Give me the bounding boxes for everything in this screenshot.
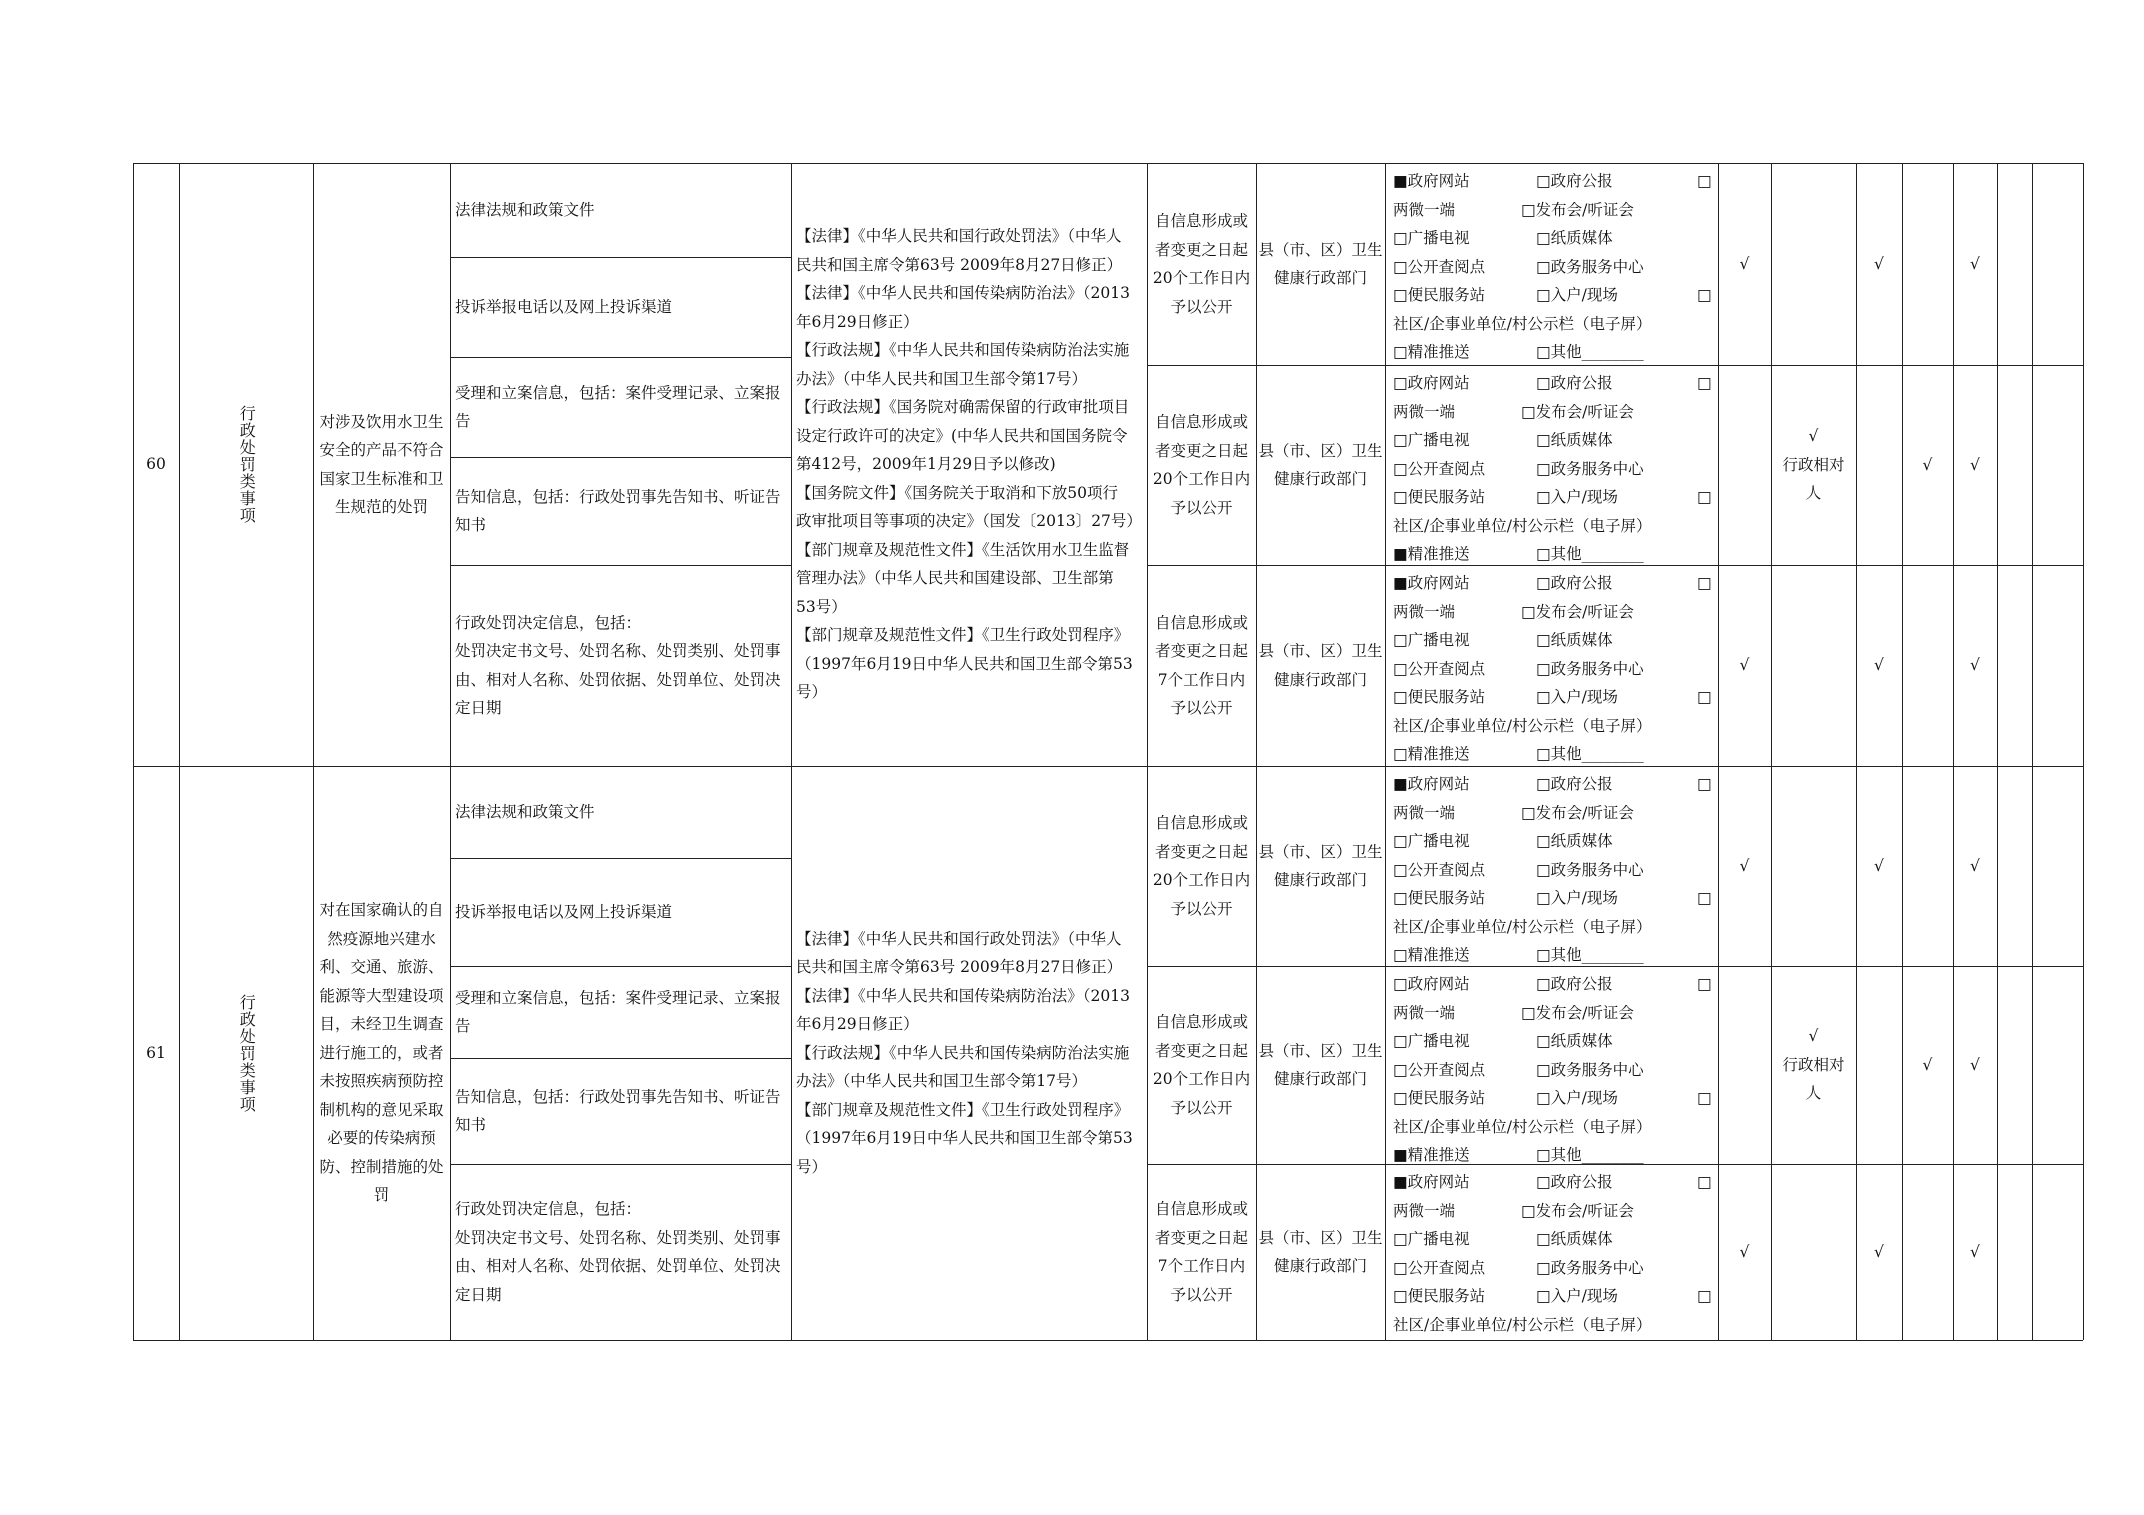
- channel-radio: □广播电视: [1393, 229, 1470, 247]
- check-mark-apply: √: [1922, 455, 1933, 474]
- channel-other: □其他________: [1536, 745, 1644, 763]
- table-rule: [133, 163, 134, 1340]
- channel-hearing: □发布会/听证会: [1521, 602, 1634, 621]
- channel-station: □便民服务站: [1393, 889, 1486, 907]
- subitem-cell: 行政处罚决定信息，包括： 处罚决定书文号、处罚名称、处罚类别、处罚事 由、相对人名称、处罚依据、处罚单位、处罚决 定日期: [455, 1200, 781, 1304]
- channel-board: 社区/企事业单位/村公示栏（电子屏）: [1393, 1117, 1652, 1136]
- channel-board: 社区/企事业单位/村公示栏（电子屏）: [1393, 1315, 1652, 1334]
- subitem-cell: 行政处罚决定信息，包括： 处罚决定书文号、处罚名称、处罚类别、处罚事 由、相对人名称、处罚依据、处罚单位、处罚决 定日期: [455, 613, 781, 717]
- check-mark-apply: √: [1922, 1055, 1933, 1074]
- channel-gazette: □政府公报: [1536, 1173, 1613, 1191]
- check-mark-public: √: [1739, 1242, 1750, 1261]
- channel-hearing: □发布会/听证会: [1521, 1201, 1634, 1220]
- channel-gazette: □政府公报: [1536, 172, 1613, 190]
- channel-box1: □: [1697, 1173, 1712, 1191]
- disclosure-time: 自信息形成或 者变更之日起 7个工作日内 予以公开: [1154, 613, 1248, 717]
- channel-weibo: 两微一端: [1393, 402, 1456, 421]
- legal-basis: 【法律】《中华人民共和国行政处罚法》（中华人 民共和国主席令第63号 2009年8月27日修正） 【法律】《中华人民共和国传染病防治法》（2013 年6月29日修正） 【行政法规】《中华人民共和国传染病防治法实施 办法》（中华人民共和国卫生部令第17号） 【部门规章及规范性文件】《卫生行政处罚程序》 （1997年6月19日中华人民共和国卫生部令第53 号）: [796, 929, 1133, 1176]
- channel-other: □其他________: [1536, 946, 1644, 964]
- table-rule: [2083, 163, 2084, 1340]
- channel-push: ■精准推送: [1393, 1146, 1470, 1164]
- channel-center: □政务服务中心: [1536, 1060, 1644, 1079]
- channel-other: □其他________: [1536, 1146, 1644, 1164]
- channel-push: ■精准推送: [1393, 545, 1470, 563]
- channel-onsite: □入户/现场: [1536, 1089, 1618, 1107]
- check-mark-apply: [1904, 1165, 1951, 1339]
- channel-station: □便民服务站: [1393, 1089, 1486, 1107]
- channel-station: □便民服务站: [1393, 488, 1486, 506]
- channel-paper: □纸质媒体: [1536, 1230, 1613, 1248]
- channel-radio: □广播电视: [1393, 832, 1470, 850]
- channel-box2: □: [1697, 488, 1712, 506]
- channel-box1: □: [1697, 172, 1712, 190]
- channel-station: □便民服务站: [1393, 286, 1486, 304]
- channel-board: 社区/企事业单位/村公示栏（电子屏）: [1393, 516, 1652, 535]
- disclosure-time: 自信息形成或 者变更之日起 20个工作日内 予以公开: [1152, 212, 1251, 316]
- legal-basis: 【法律】《中华人民共和国行政处罚法》（中华人 民共和国主席令第63号 2009年8月27日修正） 【法律】《中华人民共和国传染病防治法》（2013 年6月29日修正） 【行政法规】《中华人民共和国传染病防治法实施 办法》（中华人民共和国卫生部令第17号） 【行政法规】《国务院对确需保留的行政审批项目 设定行政许可的决定》(中华人民共和国国务院令 第412号，2009年1月29日予以修改) 【国务院文件】《国务院关于取消和下放50项行 政审批项目等事项的决定》（国发〔2013〕27号） 【部门规章及规范性文件】《生活饮用水卫生监督 管理办法》（中华人民共和国建设部、卫生部第 53号） 【部门规章及规范性文件】《卫生行政处罚程序》 （1997年6月19日中华人民共和国卫生部令第53 号）: [796, 227, 1142, 702]
- channel-gazette: □政府公报: [1536, 574, 1613, 592]
- channel-gazette: □政府公报: [1536, 975, 1613, 993]
- subitem-cell: 法律法规和政策文件: [455, 200, 595, 219]
- channel-paper: □纸质媒体: [1536, 229, 1613, 247]
- category-label: [181, 164, 311, 765]
- category-text: 行政处罚类事项: [237, 405, 257, 524]
- check-mark-public: [1720, 967, 1769, 1163]
- channel-reading: □公开查阅点: [1393, 659, 1486, 678]
- channel-weibo: 两微一端: [1393, 803, 1456, 822]
- channel-station: □便民服务站: [1393, 688, 1486, 706]
- channel-hearing: □发布会/听证会: [1521, 1003, 1634, 1022]
- subitem-cell: 法律法规和政策文件: [455, 802, 595, 821]
- channel-weibo: 两微一端: [1393, 602, 1456, 621]
- channel-reading: □公开查阅点: [1393, 1258, 1486, 1277]
- disclosure-subject: 县（市、区）卫生 健康行政部门: [1258, 240, 1383, 287]
- channel-center: □政务服务中心: [1536, 860, 1644, 879]
- channel-center: □政务服务中心: [1536, 257, 1644, 276]
- channel-box1: □: [1697, 775, 1712, 793]
- category-label: [181, 767, 311, 1339]
- disclosure-subject: 县（市、区）卫生 健康行政部门: [1258, 1041, 1383, 1088]
- subitem-cell: 投诉举报电话以及网上投诉渠道: [455, 902, 673, 921]
- check-mark-active: [1858, 967, 1900, 1163]
- item-name: 对涉及饮用水卫生 安全的产品不符合 国家卫生标准和卫 生规范的处罚: [319, 412, 444, 516]
- channel-radio: □广播电视: [1393, 631, 1470, 649]
- check-mark-specific: [1773, 1165, 1854, 1339]
- channel-board: 社区/企事业单位/村公示栏（电子屏）: [1393, 716, 1652, 735]
- channel-radio: □广播电视: [1393, 431, 1470, 449]
- category-text: 行政处罚类事项: [237, 993, 257, 1113]
- check-mark-county: √: [1970, 455, 1980, 474]
- channel-box1: □: [1697, 975, 1712, 993]
- channel-box2: □: [1697, 889, 1712, 907]
- check-mark-active: √: [1874, 656, 1884, 675]
- channel-push: □精准推送: [1393, 745, 1470, 763]
- channel-weibo: 两微一端: [1393, 1003, 1456, 1022]
- channel-onsite: □入户/现场: [1536, 889, 1618, 907]
- channel-radio: □广播电视: [1393, 1032, 1470, 1050]
- channel-reading: □公开查阅点: [1393, 459, 1486, 478]
- check-mark-county: √: [1970, 1242, 1980, 1261]
- channel-other: □其他________: [1536, 343, 1644, 361]
- channel-reading: □公开查阅点: [1393, 860, 1486, 879]
- channel-onsite: □入户/现场: [1536, 688, 1618, 706]
- channel-gov-site: ■政府网站: [1393, 1173, 1470, 1191]
- subitem-cell: 告知信息，包括：行政处罚事先告知书、听证告 知书: [455, 487, 781, 534]
- channel-box1: □: [1697, 374, 1712, 392]
- check-mark-county: √: [1970, 1055, 1980, 1074]
- channel-gov-site: □政府网站: [1393, 374, 1470, 392]
- channel-gov-site: ■政府网站: [1393, 574, 1470, 592]
- check-mark-apply: [1904, 566, 1951, 765]
- channel-push: □精准推送: [1393, 946, 1470, 964]
- channel-box1: □: [1697, 574, 1712, 592]
- check-mark-active: √: [1874, 1242, 1884, 1261]
- check-mark-county: √: [1970, 254, 1980, 273]
- row-number: 60: [146, 455, 166, 474]
- channel-onsite: □入户/现场: [1536, 286, 1618, 304]
- check-mark-specific: [1773, 767, 1854, 965]
- table-rule: [179, 163, 180, 1340]
- subitem-cell: 投诉举报电话以及网上投诉渠道: [455, 297, 673, 316]
- channel-hearing: □发布会/听证会: [1521, 200, 1634, 219]
- item-name: 对在国家确认的自 然疫源地兴建水 利、交通、旅游、 能源等大型建设项 目，未经卫生调查 进行施工的，或者 未按照疾病预防控 制机构的意见采取 必要的传染病预 防、控制措施的处 罚: [319, 901, 444, 1205]
- channel-gov-site: □政府网站: [1393, 975, 1470, 993]
- channel-box2: □: [1697, 286, 1712, 304]
- channel-box2: □: [1697, 1089, 1712, 1107]
- channel-weibo: 两微一端: [1393, 200, 1456, 219]
- channel-onsite: □入户/现场: [1536, 1287, 1618, 1305]
- channel-other: □其他________: [1536, 545, 1644, 563]
- table-rule: [791, 163, 792, 1340]
- disclosure-subject: 县（市、区）卫生 健康行政部门: [1258, 642, 1383, 689]
- channel-reading: □公开查阅点: [1393, 257, 1486, 276]
- disclosure-time: 自信息形成或 者变更之日起 20个工作日内 予以公开: [1152, 814, 1251, 918]
- channel-center: □政务服务中心: [1536, 1258, 1644, 1277]
- check-mark-specific: [1773, 566, 1854, 765]
- check-mark-public: √: [1739, 656, 1750, 675]
- check-mark-county: √: [1970, 856, 1980, 875]
- channel-center: □政务服务中心: [1536, 659, 1644, 678]
- channel-gov-site: ■政府网站: [1393, 172, 1470, 190]
- subitem-cell: 告知信息，包括：行政处罚事先告知书、听证告 知书: [455, 1087, 781, 1134]
- channel-hearing: □发布会/听证会: [1521, 402, 1634, 421]
- check-mark-public: [1720, 366, 1769, 564]
- channel-paper: □纸质媒体: [1536, 431, 1613, 449]
- channel-box2: □: [1697, 688, 1712, 706]
- channel-weibo: 两微一端: [1393, 1201, 1456, 1220]
- row-number: 61: [146, 1043, 166, 1062]
- channel-push: □精准推送: [1393, 343, 1470, 361]
- channel-reading: □公开查阅点: [1393, 1060, 1486, 1079]
- check-mark-apply: [1904, 767, 1951, 965]
- check-mark-apply: [1904, 164, 1951, 364]
- check-mark-specific: [1773, 164, 1854, 364]
- check-mark-specific: √ 行政相对 人: [1782, 1027, 1845, 1103]
- channel-gov-site: ■政府网站: [1393, 775, 1470, 793]
- check-mark-specific: √ 行政相对 人: [1782, 427, 1845, 503]
- channel-board: 社区/企事业单位/村公示栏（电子屏）: [1393, 314, 1652, 333]
- disclosure-time: 自信息形成或 者变更之日起 7个工作日内 予以公开: [1154, 1200, 1248, 1304]
- check-mark-county: √: [1970, 656, 1980, 675]
- table-rule: [133, 1340, 2083, 1341]
- disclosure-subject: 县（市、区）卫生 健康行政部门: [1258, 441, 1383, 488]
- subitem-cell: 受理和立案信息，包括：案件受理记录、立案报 告: [455, 988, 781, 1035]
- channel-station: □便民服务站: [1393, 1287, 1486, 1305]
- check-mark-active: [1858, 366, 1900, 564]
- channel-gazette: □政府公报: [1536, 374, 1613, 392]
- channel-paper: □纸质媒体: [1536, 832, 1613, 850]
- disclosure-subject: 县（市、区）卫生 健康行政部门: [1258, 1228, 1383, 1275]
- disclosure-time: 自信息形成或 者变更之日起 20个工作日内 予以公开: [1152, 1013, 1251, 1117]
- channel-paper: □纸质媒体: [1536, 1032, 1613, 1050]
- channel-radio: □广播电视: [1393, 1230, 1470, 1248]
- subitem-cell: 受理和立案信息，包括：案件受理记录、立案报 告: [455, 383, 781, 430]
- channel-box2: □: [1697, 1287, 1712, 1305]
- check-mark-public: √: [1739, 254, 1750, 273]
- disclosure-time: 自信息形成或 者变更之日起 20个工作日内 予以公开: [1152, 413, 1251, 517]
- channel-gazette: □政府公报: [1536, 775, 1613, 793]
- channel-board: 社区/企事业单位/村公示栏（电子屏）: [1393, 917, 1652, 936]
- check-mark-active: √: [1874, 254, 1884, 273]
- channel-center: □政务服务中心: [1536, 459, 1644, 478]
- check-mark-public: √: [1739, 856, 1750, 875]
- channel-paper: □纸质媒体: [1536, 631, 1613, 649]
- check-mark-active: √: [1874, 856, 1884, 875]
- table-rule: [313, 163, 314, 1340]
- channel-onsite: □入户/现场: [1536, 488, 1618, 506]
- disclosure-subject: 县（市、区）卫生 健康行政部门: [1258, 842, 1383, 889]
- channel-hearing: □发布会/听证会: [1521, 803, 1634, 822]
